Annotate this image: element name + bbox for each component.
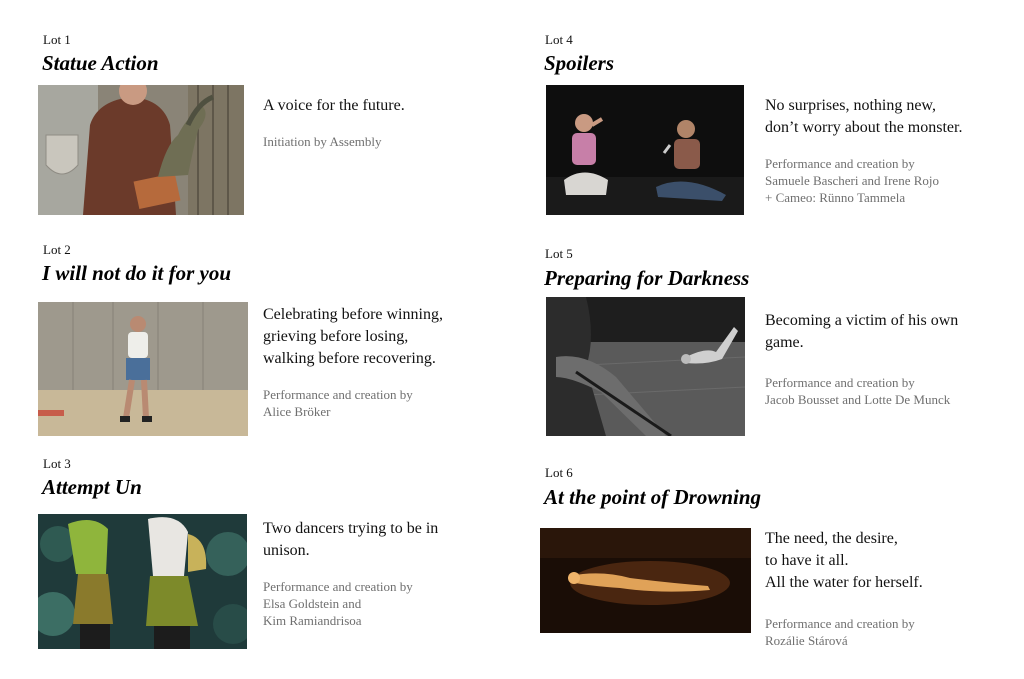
lot-1-photo bbox=[38, 85, 244, 215]
lot-credit: Initiation by Assembly bbox=[263, 134, 382, 149]
lot-5-photo bbox=[546, 297, 745, 436]
lot-2-photo bbox=[38, 302, 248, 436]
lot-label: Lot 1 bbox=[43, 32, 71, 47]
lot-title: Attempt Un bbox=[42, 475, 142, 499]
lot-description: No surprises, nothing new, don’t worry about the monster. bbox=[765, 97, 963, 136]
lot-title: Statue Action bbox=[42, 51, 159, 75]
lot-label: Lot 4 bbox=[545, 32, 573, 47]
lot-description: Celebrating before winning, grieving before losing, walking before recovering. bbox=[263, 306, 443, 367]
lot-description: Becoming a victim of his own game. bbox=[765, 312, 959, 351]
lot-3-photo bbox=[38, 514, 247, 649]
lot-title: I will not do it for you bbox=[42, 261, 232, 285]
lot-description: The need, the desire, to have it all. All the water for herself. bbox=[765, 530, 923, 591]
lot-title: At the point of Drowning bbox=[544, 485, 762, 509]
lot-description: Two dancers trying to be in unison. bbox=[263, 520, 439, 559]
lot-credit: Performance and creation by Elsa Goldstein and Kim Ramiandrisoa bbox=[263, 579, 413, 628]
lot-description: A voice for the future. bbox=[263, 97, 405, 114]
lot-credit: Performance and creation by Samuele Bascheri and Irene Rojo + Cameo: Rünno Tammela bbox=[765, 156, 939, 205]
lot-label: Lot 3 bbox=[43, 456, 71, 471]
lot-credit: Performance and creation by Jacob Bousset and Lotte De Munck bbox=[765, 375, 951, 407]
lot-title: Spoilers bbox=[544, 51, 615, 75]
lot-label: Lot 5 bbox=[545, 246, 573, 261]
lot-credit: Performance and creation by Rozálie Stárová bbox=[765, 616, 915, 648]
lot-credit: Performance and creation by Alice Bröker bbox=[263, 387, 413, 419]
lot-label: Lot 2 bbox=[43, 242, 71, 257]
lot-4-photo bbox=[546, 85, 744, 215]
lot-label: Lot 6 bbox=[545, 465, 573, 480]
lot-6-photo bbox=[540, 528, 751, 633]
lot-title: Preparing for Darkness bbox=[544, 266, 750, 290]
